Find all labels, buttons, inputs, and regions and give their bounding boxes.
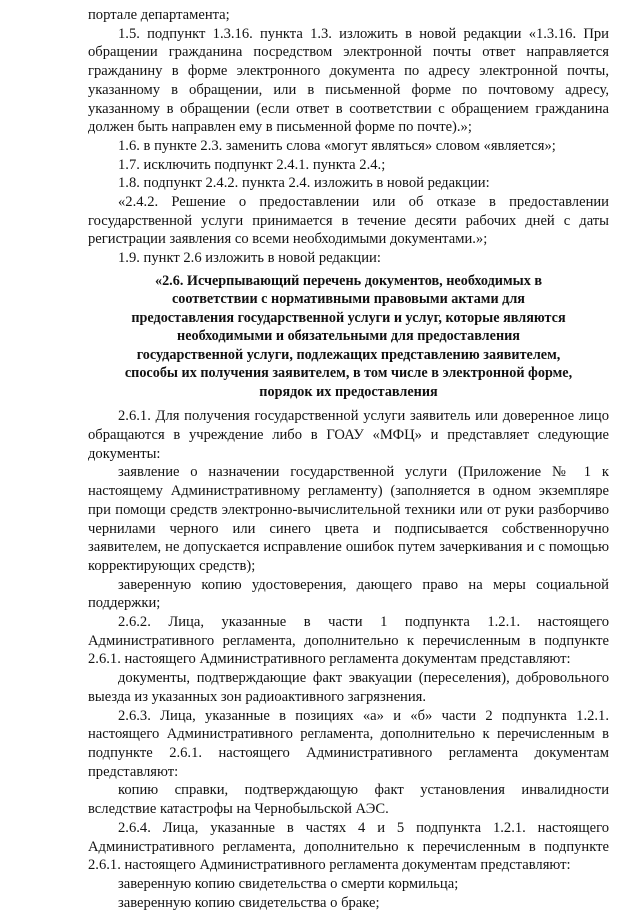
heading-line: соответствии с нормативными правовыми актами для: [171, 291, 525, 308]
heading-line: необходимыми и обязательными для предоставления: [177, 328, 520, 345]
paragraph-disability-certificate: копию справки, подтверждающую факт установления инвалидности вследствие катастрофы на Чернобыльской АЭС.: [88, 782, 609, 818]
paragraph-id-copy: заверенную копию удостоверения, дающего право на меры социальной поддержки;: [88, 576, 609, 612]
paragraph-1-7: 1.7. исключить подпункт 2.4.1. пункта 2.4.;: [118, 156, 386, 173]
paragraph-portal-tail: порталe департамента;: [88, 7, 230, 23]
paragraph-application: заявление о назначении государственной услуги (Приложение № 1 к настоящему Административному регламенту) (заполняется в одном экземпляре при помощи средств электронно-вычислительной техники или от руки разборчиво чернилами черного или синего цвета и подписывается собственноручно заявителем, не допускается исправление ошибок путем зачеркивания и с помощью корректирующих средств);: [88, 464, 609, 574]
heading-line: способы их получения заявителем, в том числе в электронной форме,: [124, 365, 573, 382]
paragraph-2-6-4: 2.6.4. Лица, указанные в частях 4 и 5 подпункта 1.2.1. настоящего Административного регламента, дополнительно к перечисленным в подпункте 2.6.1. настоящего Административного регламента документам представляют:: [88, 819, 609, 874]
heading-line: порядок их предоставления: [259, 383, 438, 400]
paragraph-2-6-2: 2.6.2. Лица, указанные в части 1 подпункта 1.2.1. настоящего Административного регламента, дополнительно к перечисленным в подпункте 2.6.1. настоящего Административного регламента документам представляют:: [88, 614, 609, 668]
paragraph-2-6-1: 2.6.1. Для получения государственной услуги заявитель или доверенное лицо обращаются в учреждение либо в ГОАУ «МФЦ» и представляет следующие документы:: [88, 408, 609, 462]
section-heading-2-6: [88, 272, 609, 402]
heading-line: государственной услуги, подлежащих представлению заявителем,: [136, 346, 561, 363]
paragraph-marriage-certificate: заверенную копию свидетельства о браке;: [118, 894, 380, 911]
paragraph-1-5: 1.5. подпункт 1.3.16. пункта 1.3. изложить в новой редакции «1.3.16. При обращении гражданина посредством электронной почты ответ направляется гражданину в форме электронного документа по адресу электронной почты, указанному в обращении, или в письменной форме по почтовому адресу, указанному в обращении (если ответ в соответствии с обращением гражданина должен быть направлен ему в письменной форме по почте).»;: [88, 25, 609, 136]
paragraph-2-4-2: «2.4.2. Решение о предоставлении или об отказе в предоставлении государственной услуги принимается в течение десяти рабочих дней с даты регистрации заявления со всеми необходимыми документами.»;: [88, 194, 609, 248]
heading-line: «2.6. Исчерпывающий перечень документов, необходимых в: [154, 272, 543, 289]
paragraph-evacuation-docs: документы, подтверждающие факт эвакуации (переселения), добровольного выезда из указанных зон радиоактивного загрязнения.: [88, 670, 609, 705]
paragraph-2-6-3: 2.6.3. Лица, указанные в позициях «а» и «б» части 2 подпункта 1.2.1. настоящего Административного регламента, дополнительно к перечисленным в подпункте 2.6.1. настоящего Административного регламента документам представляют:: [88, 707, 609, 780]
paragraph-1-9: 1.9. пункт 2.6 изложить в новой редакции:: [118, 250, 381, 267]
document-page: [88, 6, 609, 912]
paragraph-1-6: 1.6. в пункте 2.3. заменить слова «могут являться» словом «является»;: [118, 137, 556, 154]
paragraph-1-8: 1.8. подпункт 2.4.2. пункта 2.4. изложить в новой редакции:: [118, 175, 490, 192]
paragraph-death-certificate: заверенную копию свидетельства о смерти кормильца;: [118, 875, 459, 892]
heading-line: предоставления государственной услуги и услуг, которые являются: [131, 309, 566, 326]
